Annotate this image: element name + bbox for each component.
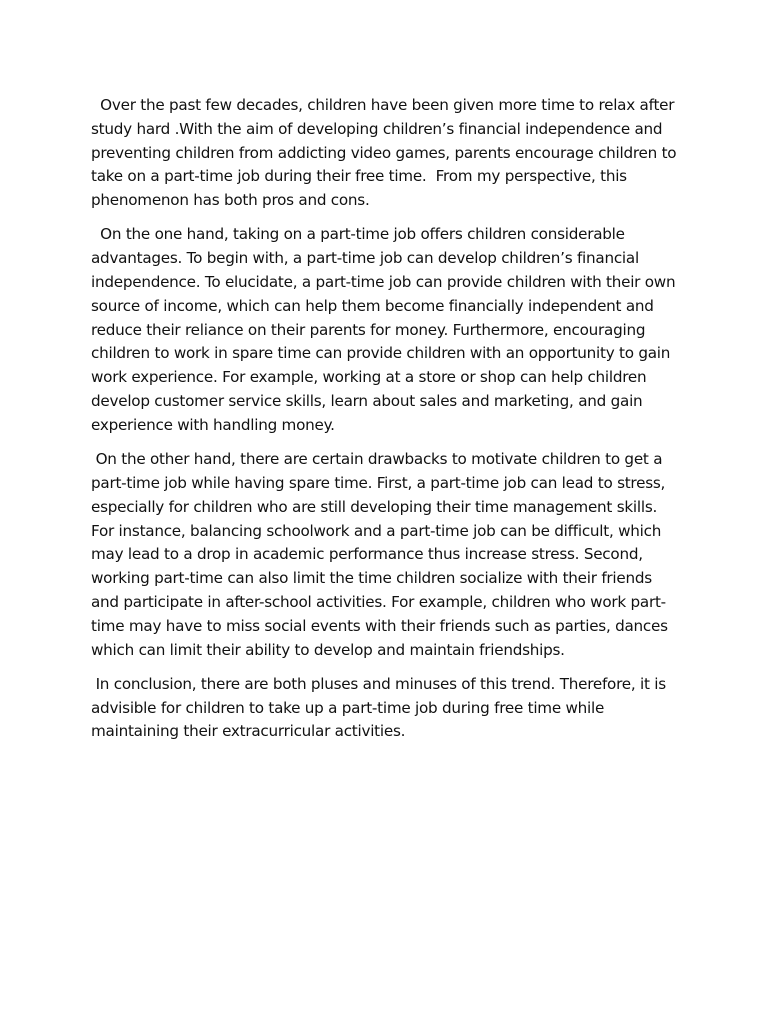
paragraph-introduction: Over the past few decades, children have been given more time to relax after study hard .With the aim of developing children’s financial independence and preventing children from addicting video games, parents encourage children to take on a part-time job during their free time. From my perspective, this phenomenon has both pros and cons. xyxy=(91,96,681,210)
paragraph-advantages: On the one hand, taking on a part-time job offers children considerable advantages. To begin with, a part-time job can develop children’s financial independence. To elucidate, a part-time job can provide children with their own source of income, which can help them become financially independent and reduce their reliance on their parents for money. Furthermore, encouraging children to work in spare time can provide children with an opportunity to gain work experience. For example, working at a store or shop can help children develop customer service skills, learn about sales and marketing, and gain experience with handling money. xyxy=(91,225,680,434)
essay-body xyxy=(91,94,681,755)
paragraph-drawbacks: On the other hand, there are certain drawbacks to motivate children to get a part-time job while having spare time. First, a part-time job can lead to stress, especially for children who are still developing their time management skills. For instance, balancing schoolwork and a part-time job can be difficult, which may lead to a drop in academic performance thus increase stress. Second, working part-time can also limit the time children socialize with their friends and participate in after-school activities. For example, children who work part-time may have to miss social events with their friends such as parties, dances which can limit their ability to develop and maintain friendships. xyxy=(91,450,673,659)
paragraph-conclusion: In conclusion, there are both pluses and minuses of this trend. Therefore, it is advisible for children to take up a part-time job during free time while maintaining their extracurricular activities. xyxy=(91,674,671,741)
